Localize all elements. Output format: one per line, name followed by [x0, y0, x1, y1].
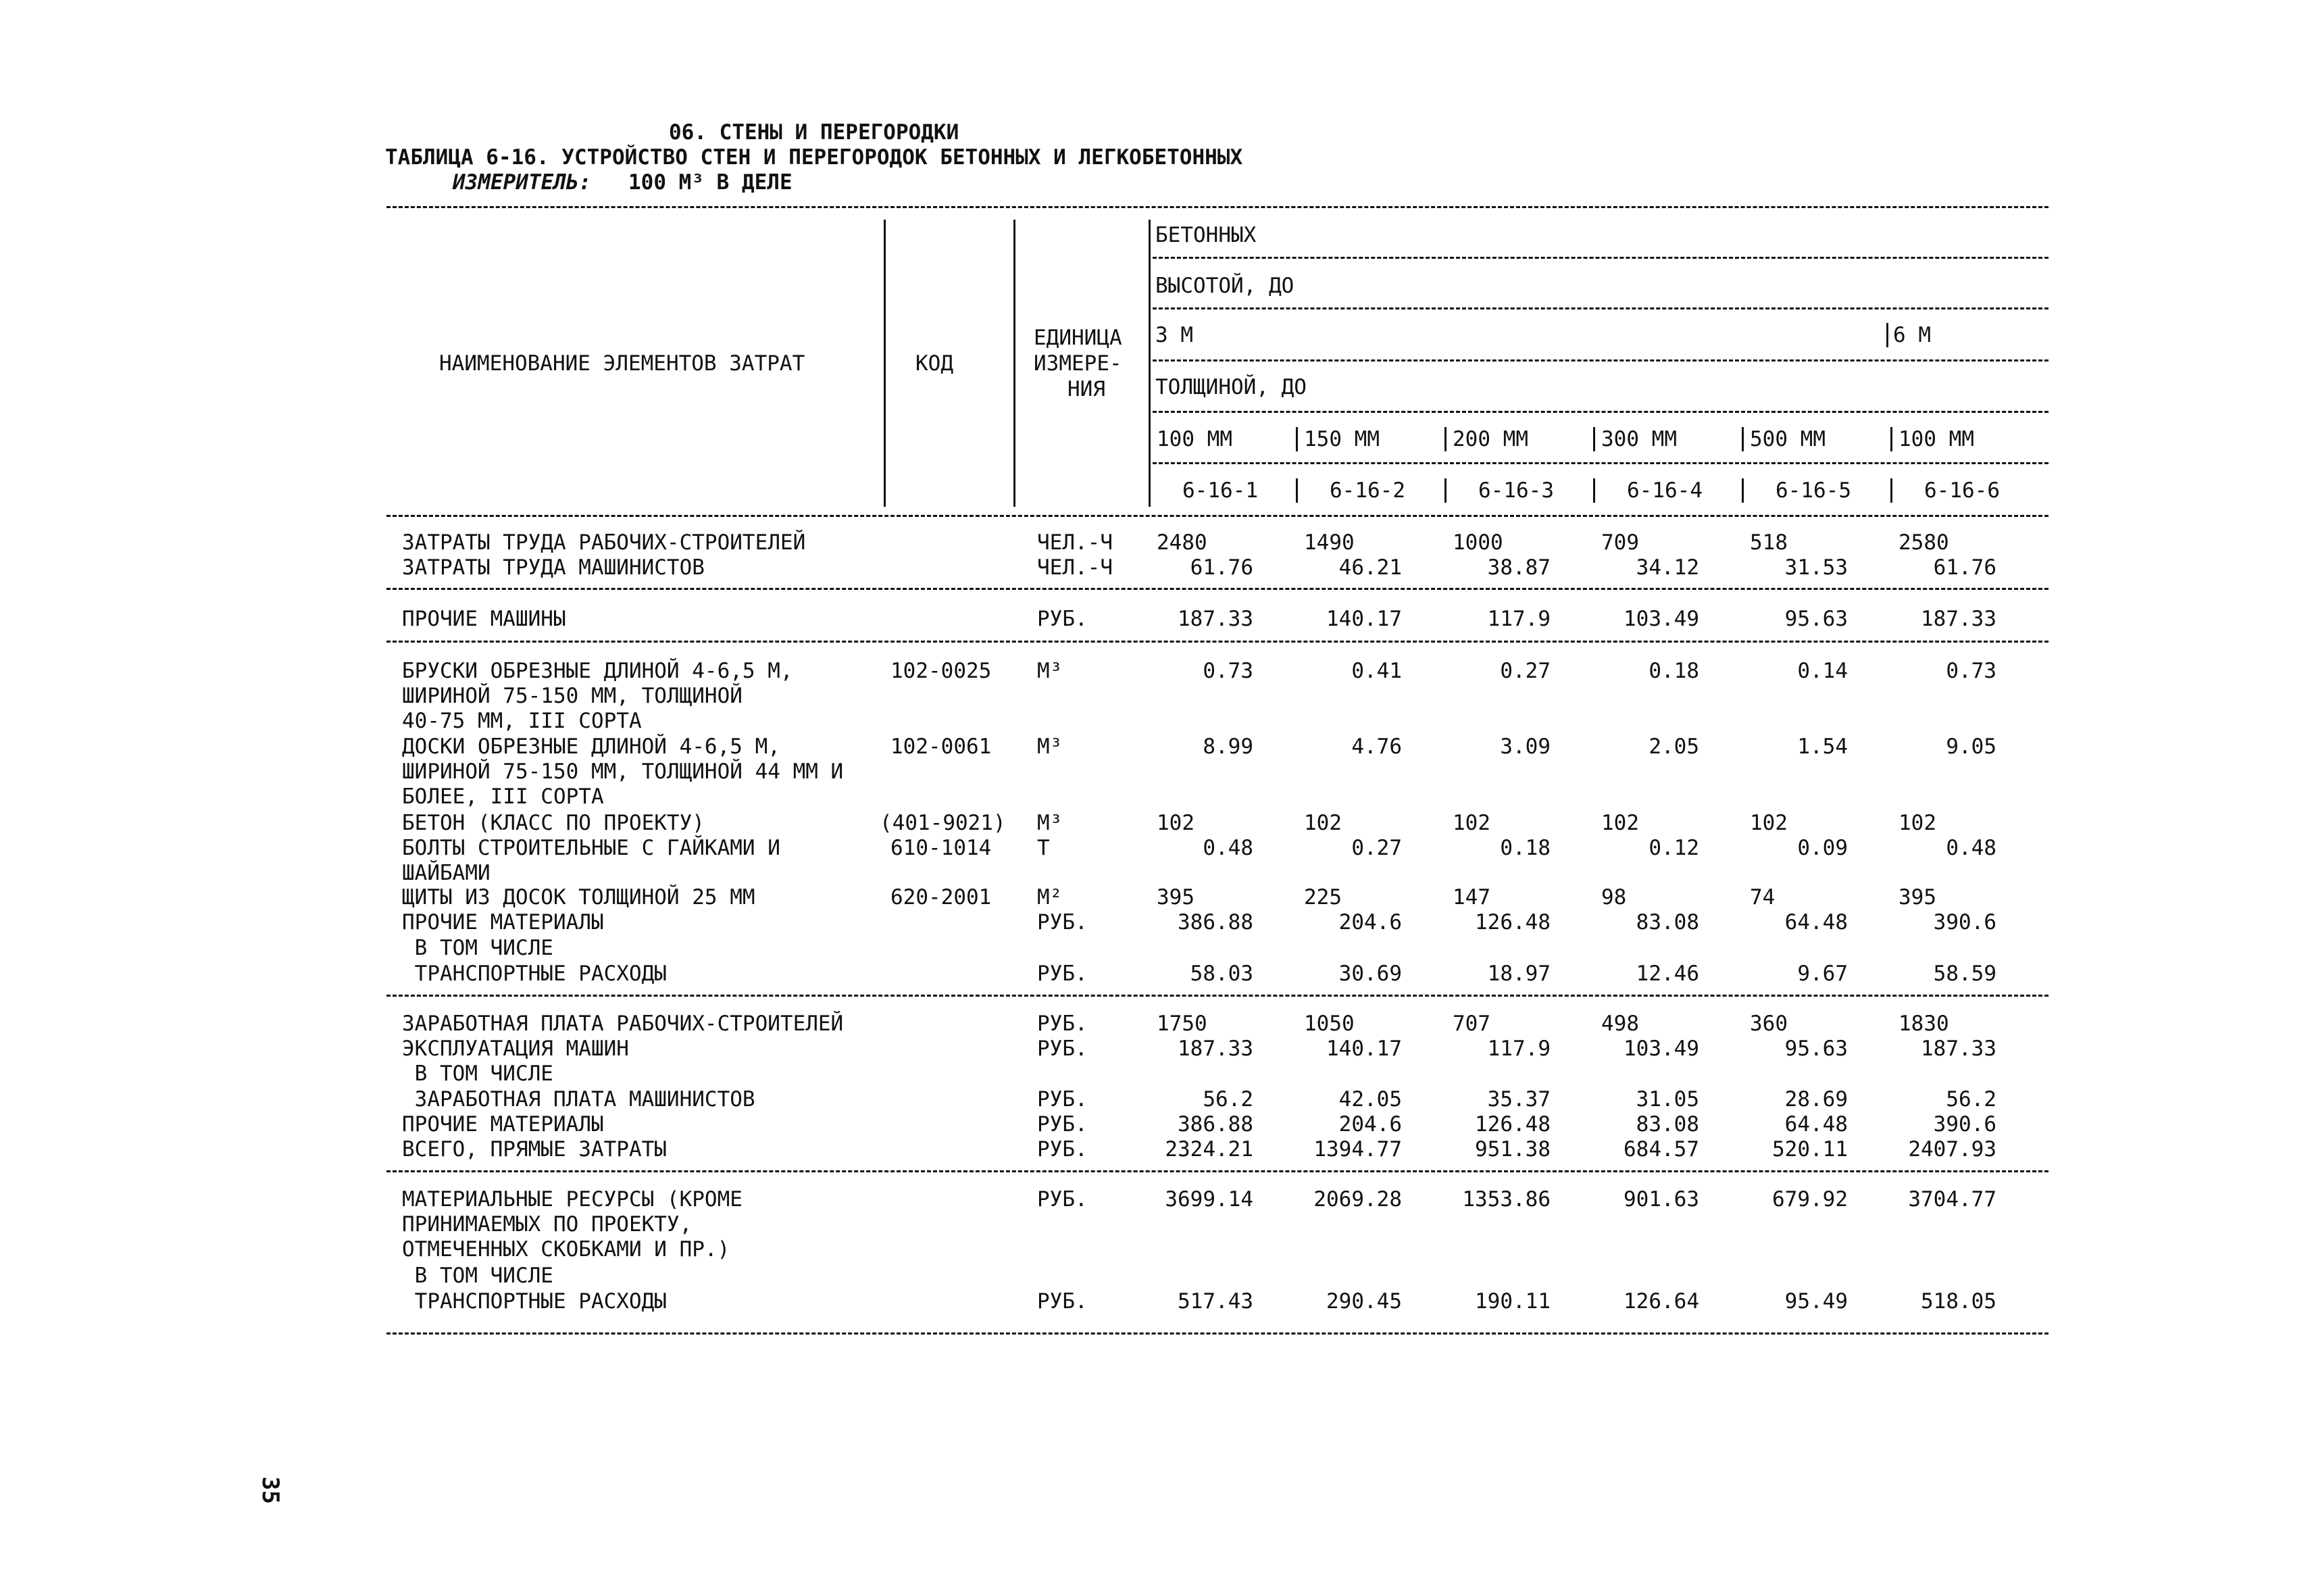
row-value: 38.87 — [1487, 555, 1551, 580]
row-value: 8.99 — [1203, 734, 1253, 759]
row-value: 187.33 — [1921, 607, 1996, 631]
row-name: ПРОЧИЕ МАТЕРИАЛЫ — [402, 1112, 604, 1137]
row-value: 117.9 — [1487, 1037, 1551, 1061]
col-divider — [1296, 478, 1298, 503]
row-unit: Т — [1037, 836, 1050, 860]
row-unit: ЧЕЛ.-Ч — [1037, 530, 1113, 555]
row-value: 707 — [1453, 1012, 1490, 1036]
col-divider — [1296, 427, 1298, 451]
col-divider — [1742, 478, 1744, 503]
row-value: 1394.77 — [1313, 1137, 1402, 1162]
row-value: 386.88 — [1178, 1112, 1253, 1137]
thickness-cell: 300 ММ — [1601, 427, 1677, 451]
row-unit: РУБ. — [1037, 1187, 1088, 1212]
table-title: ТАБЛИЦА 6-16. УСТРОЙСТВО СТЕН И ПЕРЕГОРОДОК БЕТОННЫХ И ЛЕГКОБЕТОННЫХ — [385, 145, 1243, 170]
row-value: 102 — [1601, 811, 1639, 835]
header-name: НАИМЕНОВАНИЕ ЭЛЕМЕНТОВ ЗАТРАТ — [439, 351, 805, 376]
row-name: ДОСКИ ОБРЕЗНЫЕ ДЛИНОЙ 4-6,5 М, — [402, 734, 780, 759]
row-value: 951.38 — [1475, 1137, 1551, 1162]
row-value: 2069.28 — [1313, 1187, 1402, 1212]
row-name: ЗАРАБОТНАЯ ПЛАТА РАБОЧИХ-СТРОИТЕЛЕЙ — [402, 1012, 844, 1036]
row-name: БЕТОН (КЛАСС ПО ПРОЕКТУ) — [402, 811, 705, 835]
row-value: 103.49 — [1624, 607, 1699, 631]
row-value: 1000 — [1453, 530, 1503, 555]
row-name: 40-75 ММ, III СОРТА — [402, 709, 642, 733]
row-name: В ТОМ ЧИСЛЕ — [402, 936, 553, 960]
row-name: ПРИНИМАЕМЫХ ПО ПРОЕКТУ, — [402, 1212, 693, 1237]
row-value: 520.11 — [1772, 1137, 1848, 1162]
row-name: ТРАНСПОРТНЫЕ РАСХОДЫ — [402, 962, 667, 986]
row-value: 360 — [1750, 1012, 1788, 1036]
row-value: 3704.77 — [1908, 1187, 1996, 1212]
header-unit-3: НИЯ — [1067, 377, 1105, 401]
row-unit: М³ — [1037, 659, 1063, 683]
row-value: 58.59 — [1933, 962, 1996, 986]
row-value: 126.48 — [1475, 1112, 1551, 1137]
row-name: ВСЕГО, ПРЯМЫЕ ЗАТРАТЫ — [402, 1137, 667, 1162]
col-divider — [1890, 478, 1892, 503]
row-name: ЭКСПЛУАТАЦИЯ МАШИН — [402, 1037, 629, 1061]
row-value: 1.54 — [1797, 734, 1848, 759]
row-code: (401-9021) — [880, 811, 1006, 835]
row-value: 2480 — [1157, 530, 1207, 555]
row-value: 102 — [1304, 811, 1342, 835]
row-code: 610-1014 — [890, 836, 992, 860]
row-value: 102 — [1898, 811, 1936, 835]
row-value: 0.18 — [1500, 836, 1551, 860]
section-rule — [386, 995, 2048, 997]
row-value: 0.27 — [1351, 836, 1402, 860]
row-value: 34.12 — [1636, 555, 1699, 580]
row-value: 709 — [1601, 530, 1639, 555]
column-code-cell: 6-16-5 — [1776, 478, 1851, 503]
section-rule — [386, 1332, 2048, 1335]
row-name: ЗАТРАТЫ ТРУДА МАШИНИСТОВ — [402, 555, 705, 580]
col-divider — [1593, 478, 1595, 503]
row-value: 2324.21 — [1165, 1137, 1253, 1162]
row-value: 395 — [1898, 885, 1936, 909]
row-value: 0.41 — [1351, 659, 1402, 683]
header-group: БЕТОННЫХ — [1155, 223, 1257, 247]
row-value: 2407.93 — [1908, 1137, 1996, 1162]
row-name: В ТОМ ЧИСЛЕ — [402, 1062, 553, 1086]
row-name: ЩИТЫ ИЗ ДОСОК ТОЛЩИНОЙ 25 ММ — [402, 885, 755, 909]
row-value: 390.6 — [1933, 1112, 1996, 1137]
col-divider — [1444, 427, 1447, 451]
row-value: 0.48 — [1203, 836, 1253, 860]
row-value: 0.27 — [1500, 659, 1551, 683]
header-bottom-rule — [386, 515, 2048, 517]
section-rule — [386, 641, 2048, 643]
row-value: 98 — [1601, 885, 1627, 909]
row-name: БОЛТЫ СТРОИТЕЛЬНЫЕ С ГАЙКАМИ И — [402, 836, 780, 860]
row-value: 204.6 — [1338, 910, 1402, 934]
row-code: 620-2001 — [890, 885, 992, 909]
header-height: ВЫСОТОЙ, ДО — [1155, 274, 1294, 298]
row-value: 31.05 — [1636, 1087, 1699, 1112]
column-code-cell: 6-16-4 — [1627, 478, 1703, 503]
row-name: ОТМЕЧЕННЫХ СКОБКАМИ И ПР.) — [402, 1237, 730, 1262]
row-value: 126.64 — [1624, 1289, 1699, 1314]
row-value: 0.73 — [1946, 659, 1996, 683]
row-value: 102 — [1750, 811, 1788, 835]
header-height-6m: 6 М — [1893, 323, 1931, 347]
row-value: 0.12 — [1649, 836, 1699, 860]
thickness-cell: 500 ММ — [1750, 427, 1826, 451]
row-value: 95.63 — [1784, 1037, 1848, 1061]
row-unit: РУБ. — [1037, 1137, 1088, 1162]
row-value: 4.76 — [1351, 734, 1402, 759]
row-value: 498 — [1601, 1012, 1639, 1036]
row-name: ПРОЧИЕ МАТЕРИАЛЫ — [402, 910, 604, 934]
row-value: 386.88 — [1178, 910, 1253, 934]
column-code-cell: 6-16-6 — [1924, 478, 2000, 503]
row-value: 901.63 — [1624, 1187, 1699, 1212]
row-value: 0.73 — [1203, 659, 1253, 683]
row-value: 12.46 — [1636, 962, 1699, 986]
row-name: ШИРИНОЙ 75-150 ММ, ТОЛЩИНОЙ 44 ММ И — [402, 759, 844, 784]
row-value: 35.37 — [1487, 1087, 1551, 1112]
column-code-cell: 6-16-3 — [1478, 478, 1554, 503]
row-name: ШИРИНОЙ 75-150 ММ, ТОЛЩИНОЙ — [402, 684, 743, 708]
column-code-cell: 6-16-2 — [1330, 478, 1405, 503]
row-unit: ЧЕЛ.-Ч — [1037, 555, 1113, 580]
row-value: 83.08 — [1636, 1112, 1699, 1137]
row-value: 46.21 — [1338, 555, 1402, 580]
row-value: 187.33 — [1921, 1037, 1996, 1061]
row-unit: РУБ. — [1037, 910, 1088, 934]
row-value: 1830 — [1898, 1012, 1949, 1036]
row-value: 187.33 — [1178, 607, 1253, 631]
row-value: 61.76 — [1190, 555, 1253, 580]
row-value: 56.2 — [1946, 1087, 1996, 1112]
row-value: 204.6 — [1338, 1112, 1402, 1137]
row-value: 58.03 — [1190, 962, 1253, 986]
row-unit: РУБ. — [1037, 1012, 1088, 1036]
row-value: 1353.86 — [1462, 1187, 1551, 1212]
header-unit-1: ЕДИНИЦА — [1034, 326, 1122, 350]
row-unit: РУБ. — [1037, 962, 1088, 986]
row-value: 102 — [1453, 811, 1490, 835]
header-height-3m: 3 М — [1155, 323, 1193, 347]
header-rule — [1153, 359, 2048, 361]
section-rule — [386, 1170, 2048, 1172]
row-name: В ТОМ ЧИСЛЕ — [402, 1264, 553, 1288]
header-rule — [1153, 307, 2048, 309]
header-code: КОД — [915, 351, 953, 376]
top-rule — [386, 206, 2048, 208]
row-value: 117.9 — [1487, 607, 1551, 631]
row-value: 9.67 — [1797, 962, 1848, 986]
row-value: 64.48 — [1784, 910, 1848, 934]
row-unit: М³ — [1037, 734, 1063, 759]
col-divider — [1742, 427, 1744, 451]
row-value: 9.05 — [1946, 734, 1996, 759]
row-value: 61.76 — [1933, 555, 1996, 580]
row-name: ТРАНСПОРТНЫЕ РАСХОДЫ — [402, 1289, 667, 1314]
row-unit: М³ — [1037, 811, 1063, 835]
row-value: 225 — [1304, 885, 1342, 909]
row-code: 102-0025 — [890, 659, 992, 683]
meter-label: ИЗМЕРИТЕЛЬ: — [453, 170, 592, 195]
thickness-cell: 100 ММ — [1157, 427, 1232, 451]
col-divider — [1013, 220, 1015, 507]
row-value: 95.63 — [1784, 607, 1848, 631]
col-divider — [1444, 478, 1447, 503]
row-value: 290.45 — [1326, 1289, 1402, 1314]
header-unit-2: ИЗМЕРЕ- — [1034, 351, 1122, 376]
page-number: 35 — [257, 1476, 284, 1504]
row-value: 74 — [1750, 885, 1776, 909]
col-divider — [884, 220, 886, 507]
row-value: 395 — [1157, 885, 1194, 909]
row-name: МАТЕРИАЛЬНЫЕ РЕСУРСЫ (КРОМЕ — [402, 1187, 743, 1212]
row-code: 102-0061 — [890, 734, 992, 759]
section-rule — [386, 588, 2048, 590]
row-value: 126.48 — [1475, 910, 1551, 934]
row-name: ПРОЧИЕ МАШИНЫ — [402, 607, 566, 631]
section-title: 06. СТЕНЫ И ПЕРЕГОРОДКИ — [669, 120, 959, 145]
row-value: 56.2 — [1203, 1087, 1253, 1112]
row-value: 140.17 — [1326, 607, 1402, 631]
row-unit: РУБ. — [1037, 607, 1088, 631]
thickness-cell: 100 ММ — [1898, 427, 1974, 451]
row-value: 103.49 — [1624, 1037, 1699, 1061]
col-divider — [1149, 220, 1151, 507]
row-value: 147 — [1453, 885, 1490, 909]
column-code-cell: 6-16-1 — [1182, 478, 1258, 503]
row-value: 140.17 — [1326, 1037, 1402, 1061]
row-unit: РУБ. — [1037, 1087, 1088, 1112]
col-divider — [1890, 427, 1892, 451]
row-value: 187.33 — [1178, 1037, 1253, 1061]
thickness-cell: 150 ММ — [1304, 427, 1380, 451]
row-value: 83.08 — [1636, 910, 1699, 934]
header-thickness: ТОЛЩИНОЙ, ДО — [1155, 375, 1307, 399]
row-value: 0.18 — [1649, 659, 1699, 683]
row-value: 2580 — [1898, 530, 1949, 555]
row-value: 42.05 — [1338, 1087, 1402, 1112]
col-divider — [1886, 323, 1888, 347]
row-value: 390.6 — [1933, 910, 1996, 934]
row-name: ЗАРАБОТНАЯ ПЛАТА МАШИНИСТОВ — [402, 1087, 755, 1112]
row-value: 0.09 — [1797, 836, 1848, 860]
header-rule — [1153, 462, 2048, 464]
header-rule — [1153, 411, 2048, 413]
row-unit: РУБ. — [1037, 1037, 1088, 1061]
row-value: 1050 — [1304, 1012, 1355, 1036]
row-value: 2.05 — [1649, 734, 1699, 759]
row-value: 517.43 — [1178, 1289, 1253, 1314]
row-unit: РУБ. — [1037, 1112, 1088, 1137]
row-name: БРУСКИ ОБРЕЗНЫЕ ДЛИНОЙ 4-6,5 М, — [402, 659, 793, 683]
row-value: 679.92 — [1772, 1187, 1848, 1212]
row-value: 1490 — [1304, 530, 1355, 555]
row-value: 518 — [1750, 530, 1788, 555]
row-value: 28.69 — [1784, 1087, 1848, 1112]
row-value: 1750 — [1157, 1012, 1207, 1036]
meter-value: 100 М³ В ДЕЛЕ — [628, 170, 793, 195]
row-value: 102 — [1157, 811, 1194, 835]
row-name: БОЛЕЕ, III СОРТА — [402, 784, 604, 809]
row-unit: РУБ. — [1037, 1289, 1088, 1314]
row-unit: М² — [1037, 885, 1063, 909]
header-rule — [1153, 257, 2048, 259]
row-value: 64.48 — [1784, 1112, 1848, 1137]
row-value: 190.11 — [1475, 1289, 1551, 1314]
row-value: 684.57 — [1624, 1137, 1699, 1162]
row-value: 3.09 — [1500, 734, 1551, 759]
row-value: 30.69 — [1338, 962, 1402, 986]
thickness-cell: 200 ММ — [1453, 427, 1528, 451]
row-name: ЗАТРАТЫ ТРУДА РАБОЧИХ-СТРОИТЕЛЕЙ — [402, 530, 806, 555]
row-value: 518.05 — [1921, 1289, 1996, 1314]
row-value: 31.53 — [1784, 555, 1848, 580]
row-value: 0.14 — [1797, 659, 1848, 683]
row-value: 95.49 — [1784, 1289, 1848, 1314]
row-value: 3699.14 — [1165, 1187, 1253, 1212]
row-value: 0.48 — [1946, 836, 1996, 860]
row-value: 18.97 — [1487, 962, 1551, 986]
row-name: ШАЙБАМИ — [402, 861, 491, 885]
col-divider — [1593, 427, 1595, 451]
